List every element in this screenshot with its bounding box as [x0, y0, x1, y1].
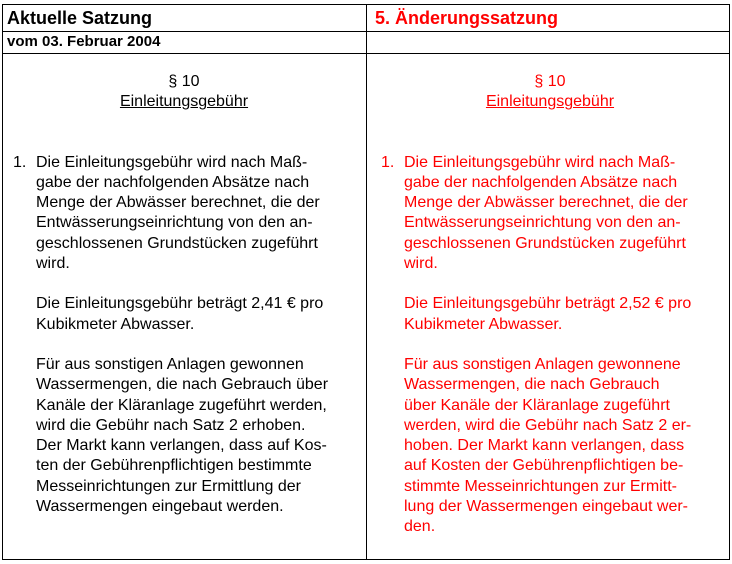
text-line: Entwässerungseinrichtung von den an-: [36, 214, 313, 232]
section-heading: Einleitungsgebühr: [119, 93, 249, 111]
text-line: hoben. Der Markt kann verlangen, dass: [404, 437, 685, 455]
text-line: Die Einleitungsgebühr wird nach Maß-: [404, 153, 676, 171]
section-number: § 10: [168, 73, 200, 90]
text-line: über Kanäle der Kläranlage zugeführt: [404, 396, 670, 414]
text-line: Entwässerungseinrichtung von den an-: [404, 214, 681, 232]
paragraph-1: [36, 153, 362, 275]
text-line: Für aus sonstigen Anlagen gewonnene: [404, 355, 681, 373]
text-line: ten der Gebührenpflichtigen bestimmte: [36, 457, 312, 475]
column-divider: [366, 4, 367, 560]
item-number: 1.: [13, 153, 27, 171]
text-line: wird.: [404, 255, 438, 273]
text-line: Die Einleitungsgebühr beträgt 2,52 € pro: [404, 295, 692, 313]
text-line: Kubikmeter Abwasser.: [36, 315, 195, 333]
left-column-subtitle: vom 03. Februar 2004: [7, 33, 161, 50]
text-line: gabe der nachfolgenden Absätze nach: [36, 173, 310, 191]
section-heading: Einleitungsgebühr: [485, 93, 615, 111]
text-line: wird.: [36, 255, 70, 273]
text-line: Die Einleitungsgebühr beträgt 2,41 € pro: [36, 295, 324, 313]
text-line: Wassermengen, die nach Gebrauch über: [36, 376, 329, 394]
paragraph-2: [404, 294, 726, 335]
text-line: auf Kosten der Gebührenpflichtigen be-: [404, 457, 684, 475]
right-column-title: 5. Änderungssatzung: [375, 8, 559, 28]
paragraph-2: [36, 294, 362, 335]
amendment-column: [374, 72, 726, 558]
paragraph-3: [404, 355, 726, 538]
item-number: 1.: [381, 153, 395, 171]
text-line: Die Einleitungsgebühr wird nach Maß-: [36, 153, 308, 171]
text-line: Kanäle der Kläranlage zugeführt werden,: [36, 396, 327, 414]
list-item: [6, 153, 362, 538]
left-column-title: Aktuelle Satzung: [7, 8, 153, 28]
paragraph-1: [404, 153, 726, 275]
text-line: wird die Gebühr nach Satz 2 erhoben.: [36, 416, 306, 434]
text-line: Menge der Abwässer berechnet, die der: [404, 194, 688, 212]
text-line: werden, wird die Gebühr nach Satz 2 er-: [404, 416, 692, 434]
list-item: [374, 153, 726, 558]
text-line: stimmte Messeinrichtungen zur Ermitt-: [404, 477, 677, 495]
text-line: gabe der nachfolgenden Absätze nach: [404, 173, 678, 191]
current-statute-column: [6, 72, 362, 537]
section-number: § 10: [534, 73, 566, 90]
text-line: Der Markt kann verlangen, dass auf Kos-: [36, 437, 327, 455]
text-line: Wassermengen, die nach Gebrauch: [404, 376, 660, 394]
text-line: geschlossenen Grundstücken zugeführt: [36, 234, 318, 252]
text-line: den.: [404, 518, 436, 536]
text-line: Wassermengen eingebaut werden.: [36, 498, 284, 516]
paragraph-3: [36, 355, 362, 517]
text-line: Messeinrichtungen zur Ermittlung der: [36, 477, 302, 495]
text-line: Menge der Abwässer berechnet, die der: [36, 194, 320, 212]
text-line: geschlossenen Grundstücken zugeführt: [404, 234, 686, 252]
row-divider: [2, 53, 730, 54]
row-divider: [2, 31, 730, 32]
text-line: Für aus sonstigen Anlagen gewonnen: [36, 355, 304, 373]
text-line: lung der Wassermengen eingebaut wer-: [404, 498, 689, 516]
text-line: Kubikmeter Abwasser.: [404, 315, 563, 333]
